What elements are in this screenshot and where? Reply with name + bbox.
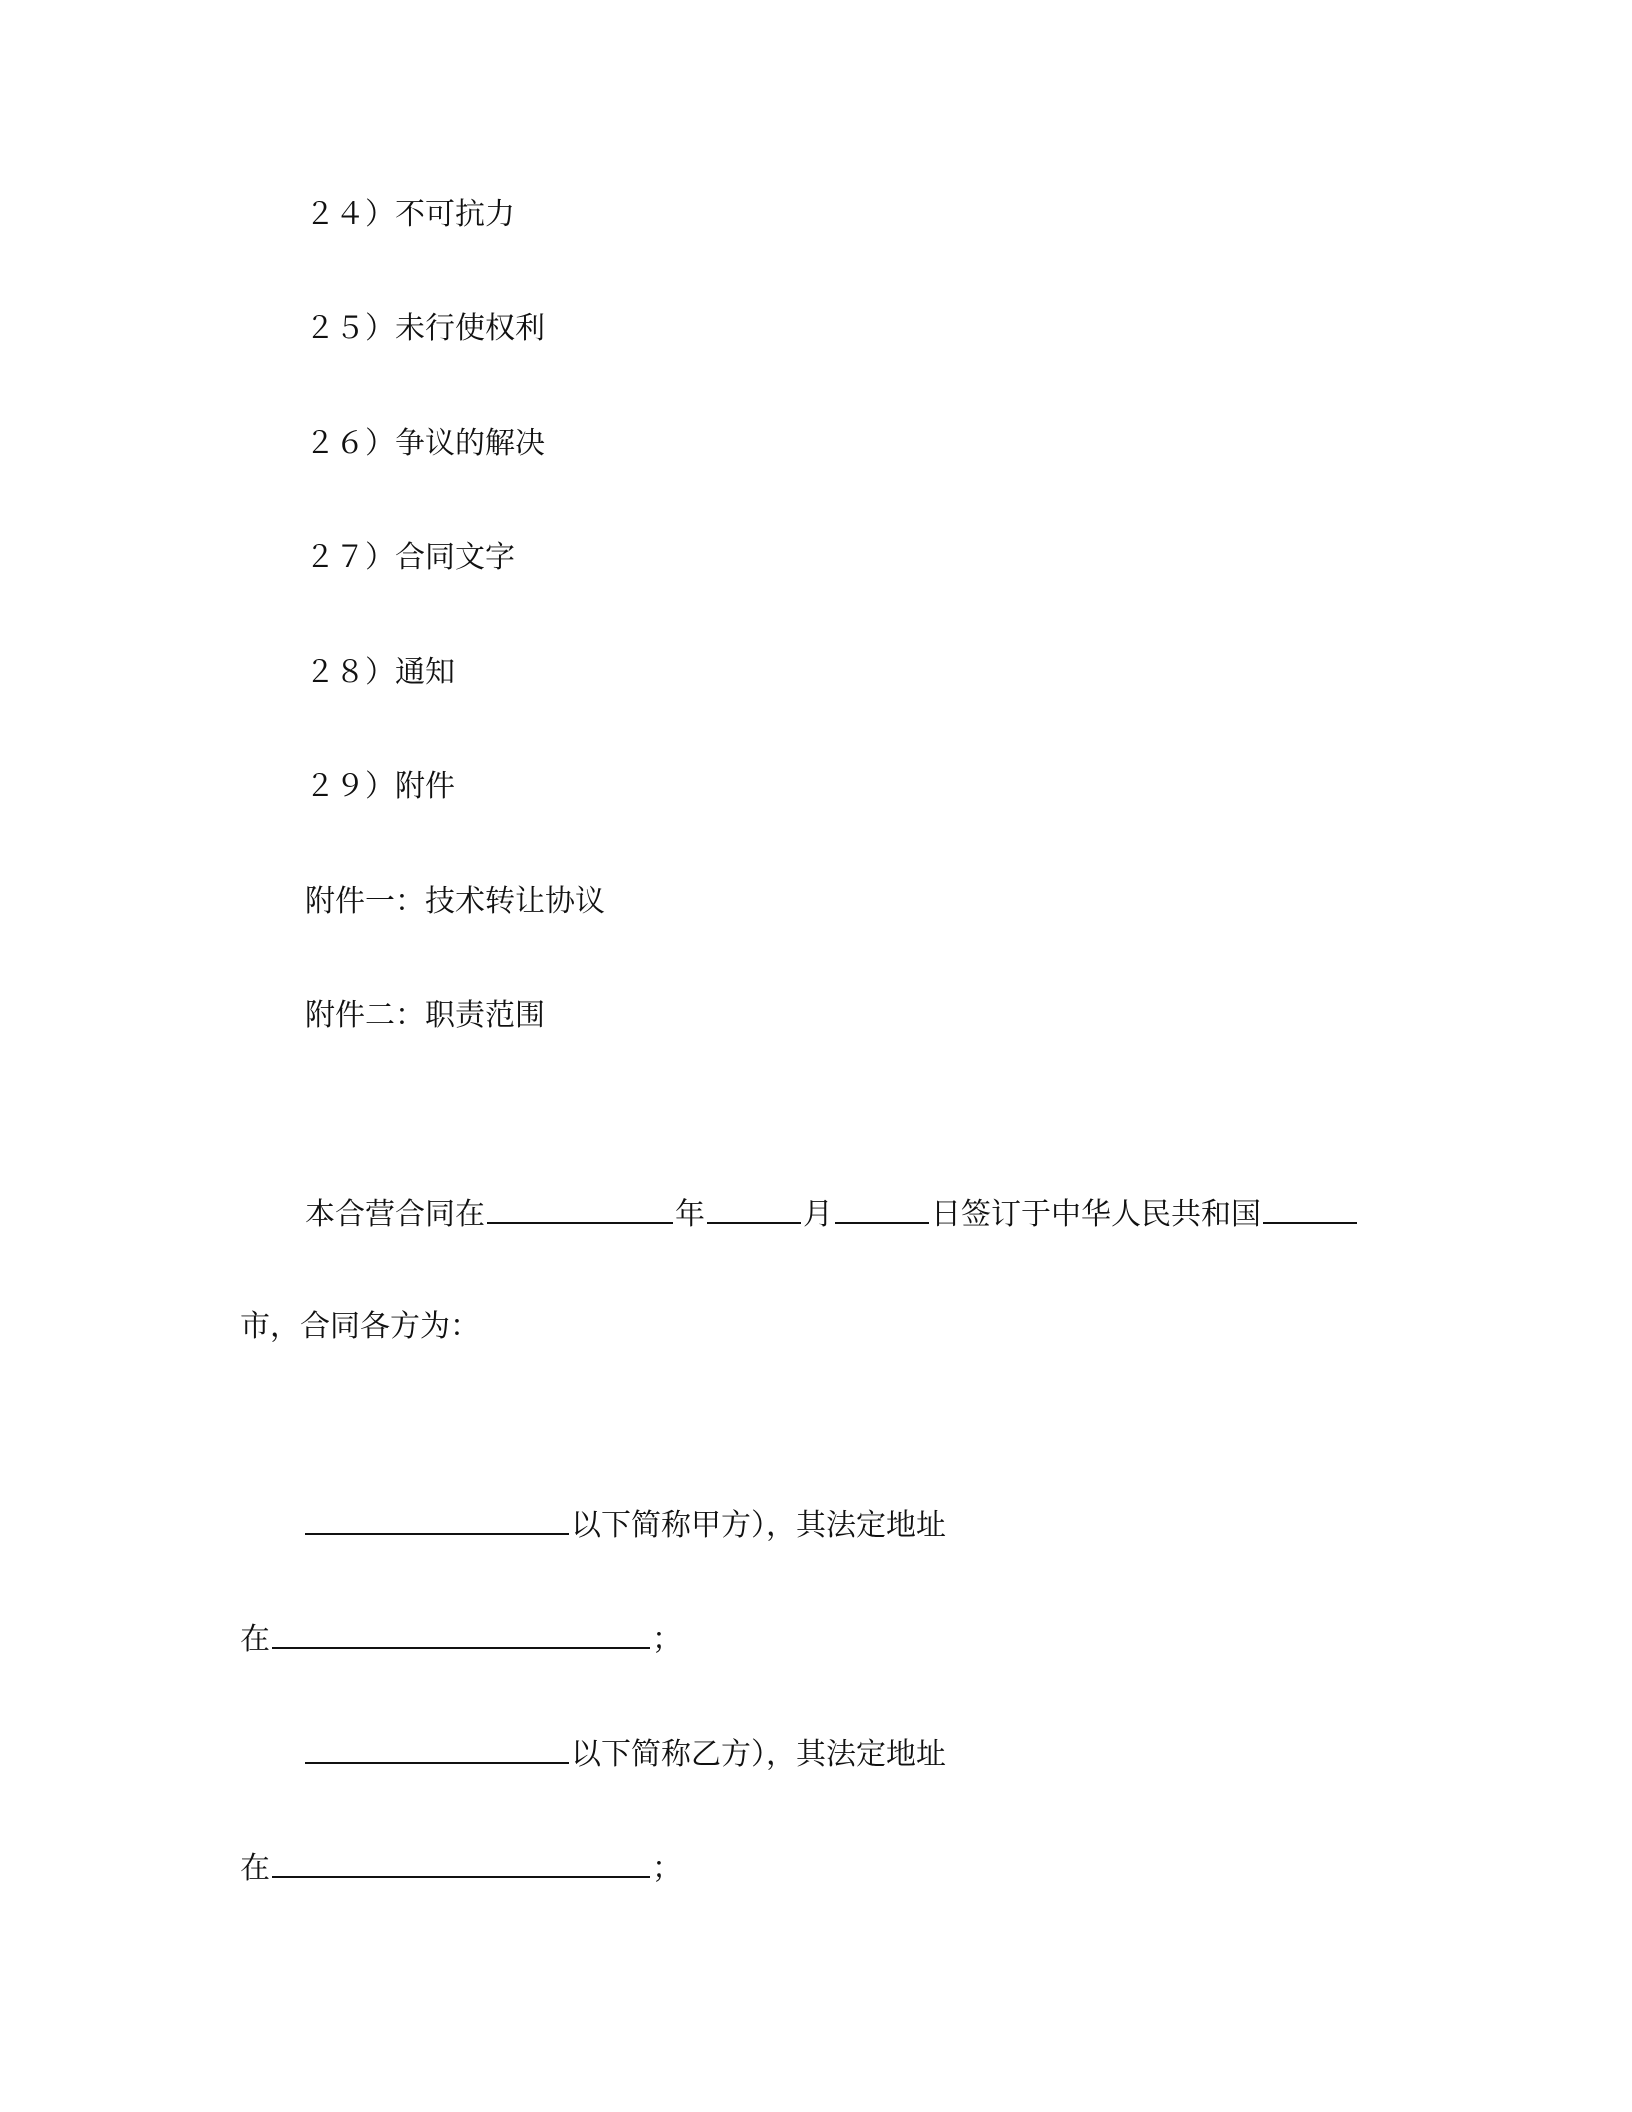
party-b-semicolon: ； bbox=[652, 1851, 682, 1886]
party-a-address-blank[interactable] bbox=[272, 1617, 650, 1649]
party-b-at-label: 在 bbox=[240, 1851, 270, 1886]
city-blank[interactable] bbox=[1263, 1192, 1357, 1224]
year-label: 年 bbox=[675, 1197, 705, 1232]
party-b-address-blank[interactable] bbox=[272, 1846, 650, 1878]
appendix-2: 附件二：职责范围 bbox=[305, 998, 545, 1033]
party-b-suffix: 以下简称乙方），其法定地址 bbox=[571, 1737, 946, 1772]
toc-item-26: ２６）争议的解决 bbox=[305, 426, 545, 461]
party-a-suffix: 以下简称甲方），其法定地址 bbox=[571, 1508, 946, 1543]
signing-prefix: 本合营合同在 bbox=[305, 1197, 485, 1232]
day-blank[interactable] bbox=[835, 1192, 929, 1224]
year-blank[interactable] bbox=[487, 1192, 673, 1224]
signing-sentence bbox=[305, 1192, 1359, 1235]
appendix-1: 附件一：技术转让协议 bbox=[305, 884, 605, 919]
party-a-name-blank[interactable] bbox=[305, 1503, 569, 1535]
toc-item-27: ２７）合同文字 bbox=[305, 540, 515, 575]
party-a-at-label: 在 bbox=[240, 1622, 270, 1657]
party-a-address-line bbox=[240, 1617, 682, 1660]
toc-item-25: ２５）未行使权利 bbox=[305, 311, 545, 346]
parties-intro: 市，合同各方为： bbox=[240, 1309, 480, 1344]
toc-item-28: ２８）通知 bbox=[305, 655, 455, 690]
party-b-line bbox=[305, 1732, 946, 1775]
toc-item-29: ２９）附件 bbox=[305, 769, 455, 804]
month-blank[interactable] bbox=[707, 1192, 801, 1224]
party-a-semicolon: ； bbox=[652, 1622, 682, 1657]
month-label: 月 bbox=[803, 1197, 833, 1232]
day-signed-label: 日签订于中华人民共和国 bbox=[931, 1197, 1261, 1232]
toc-item-24: ２４）不可抗力 bbox=[305, 197, 515, 232]
party-b-address-line bbox=[240, 1846, 682, 1889]
party-a-line bbox=[305, 1503, 946, 1546]
party-b-name-blank[interactable] bbox=[305, 1732, 569, 1764]
